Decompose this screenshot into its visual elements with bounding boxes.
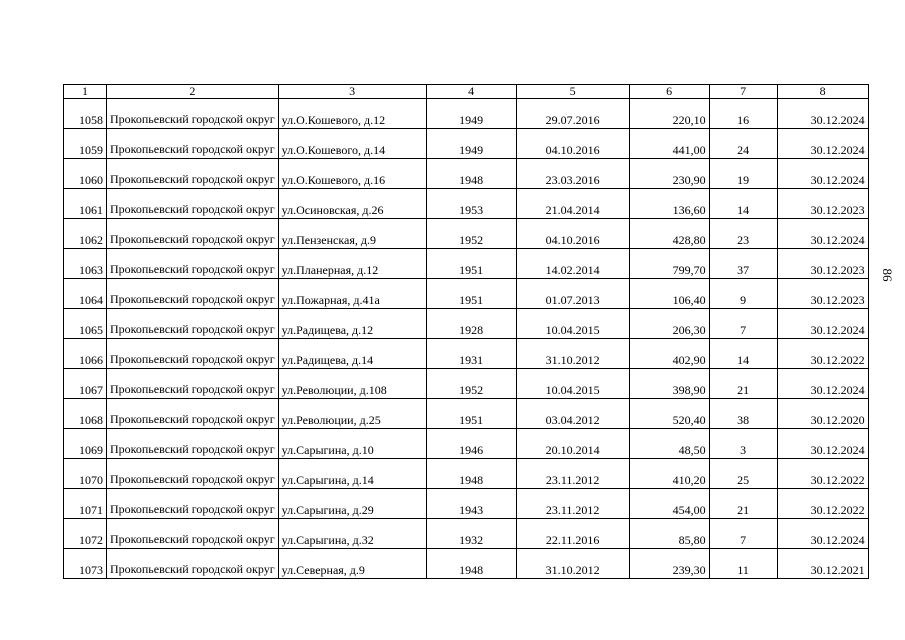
residents-count-cell: 19 — [709, 159, 777, 189]
residents-count-cell: 16 — [709, 99, 777, 129]
table-row — [64, 249, 869, 279]
municipality-cell: Прокопьевский городской округ — [107, 279, 279, 309]
address-cell: ул.Северная, д.9 — [278, 549, 426, 579]
residents-count-cell: 21 — [709, 489, 777, 519]
date-cell: 10.04.2015 — [516, 309, 629, 339]
address-cell: ул.Сарыгина, д.10 — [278, 429, 426, 459]
area-cell: 106,40 — [629, 279, 709, 309]
deadline-cell: 30.12.2024 — [777, 129, 868, 159]
row-number-cell: 1064 — [64, 279, 107, 309]
row-number-cell: 1067 — [64, 369, 107, 399]
column-header-2: 2 — [107, 85, 279, 99]
address-cell: ул.Сарыгина, д.29 — [278, 489, 426, 519]
address-cell: ул.Радищева, д.14 — [278, 339, 426, 369]
municipality-cell: Прокопьевский городской округ — [107, 519, 279, 549]
build-year-cell: 1952 — [426, 369, 516, 399]
row-number-cell: 1062 — [64, 219, 107, 249]
deadline-cell: 30.12.2024 — [777, 369, 868, 399]
table-row — [64, 309, 869, 339]
date-cell: 04.10.2016 — [516, 129, 629, 159]
deadline-cell: 30.12.2024 — [777, 99, 868, 129]
deadline-cell: 30.12.2022 — [777, 459, 868, 489]
deadline-cell: 30.12.2024 — [777, 429, 868, 459]
date-cell: 29.07.2016 — [516, 99, 629, 129]
residents-count-cell: 21 — [709, 369, 777, 399]
row-number-cell: 1068 — [64, 399, 107, 429]
deadline-cell: 30.12.2024 — [777, 159, 868, 189]
area-cell: 239,30 — [629, 549, 709, 579]
build-year-cell: 1953 — [426, 189, 516, 219]
table-row — [64, 279, 869, 309]
address-cell: ул.О.Кошевого, д.16 — [278, 159, 426, 189]
row-number-cell: 1071 — [64, 489, 107, 519]
date-cell: 31.10.2012 — [516, 339, 629, 369]
row-number-cell: 1069 — [64, 429, 107, 459]
build-year-cell: 1948 — [426, 549, 516, 579]
area-cell: 206,30 — [629, 309, 709, 339]
row-number-cell: 1072 — [64, 519, 107, 549]
row-number-cell: 1073 — [64, 549, 107, 579]
table-row — [64, 489, 869, 519]
area-cell: 410,20 — [629, 459, 709, 489]
residents-count-cell: 24 — [709, 129, 777, 159]
table-row — [64, 189, 869, 219]
address-cell: ул.Сарыгина, д.14 — [278, 459, 426, 489]
build-year-cell: 1932 — [426, 519, 516, 549]
area-cell: 220,10 — [629, 99, 709, 129]
address-cell: ул.Пожарная, д.41а — [278, 279, 426, 309]
column-header-1: 1 — [64, 85, 107, 99]
municipality-cell: Прокопьевский городской округ — [107, 159, 279, 189]
column-header-7: 7 — [709, 85, 777, 99]
table-row — [64, 549, 869, 579]
deadline-cell: 30.12.2022 — [777, 339, 868, 369]
municipality-cell: Прокопьевский городской округ — [107, 489, 279, 519]
municipality-cell: Прокопьевский городской округ — [107, 249, 279, 279]
deadline-cell: 30.12.2022 — [777, 489, 868, 519]
deadline-cell: 30.12.2024 — [777, 309, 868, 339]
date-cell: 03.04.2012 — [516, 399, 629, 429]
row-number-cell: 1061 — [64, 189, 107, 219]
table-row — [64, 459, 869, 489]
date-cell: 14.02.2014 — [516, 249, 629, 279]
deadline-cell: 30.12.2024 — [777, 519, 868, 549]
municipality-cell: Прокопьевский городской округ — [107, 399, 279, 429]
deadline-cell: 30.12.2020 — [777, 399, 868, 429]
row-number-cell: 1065 — [64, 309, 107, 339]
row-number-cell: 1066 — [64, 339, 107, 369]
build-year-cell: 1928 — [426, 309, 516, 339]
build-year-cell: 1946 — [426, 429, 516, 459]
build-year-cell: 1948 — [426, 159, 516, 189]
table-body — [64, 99, 869, 579]
page-number: 86 — [880, 268, 895, 282]
area-cell: 136,60 — [629, 189, 709, 219]
municipality-cell: Прокопьевский городской округ — [107, 549, 279, 579]
area-cell: 428,80 — [629, 219, 709, 249]
area-cell: 85,80 — [629, 519, 709, 549]
table-row — [64, 339, 869, 369]
date-cell: 10.04.2015 — [516, 369, 629, 399]
residents-count-cell: 38 — [709, 399, 777, 429]
area-cell: 230,90 — [629, 159, 709, 189]
date-cell: 20.10.2014 — [516, 429, 629, 459]
deadline-cell: 30.12.2021 — [777, 549, 868, 579]
address-cell: ул.Пензенская, д.9 — [278, 219, 426, 249]
header-row — [64, 85, 869, 99]
residents-count-cell: 3 — [709, 429, 777, 459]
residents-count-cell: 7 — [709, 309, 777, 339]
date-cell: 23.11.2012 — [516, 489, 629, 519]
row-number-cell: 1058 — [64, 99, 107, 129]
municipality-cell: Прокопьевский городской округ — [107, 369, 279, 399]
residents-count-cell: 14 — [709, 339, 777, 369]
table-row — [64, 159, 869, 189]
deadline-cell: 30.12.2023 — [777, 249, 868, 279]
table-row — [64, 99, 869, 129]
residents-count-cell: 7 — [709, 519, 777, 549]
address-cell: ул.Планерная, д.12 — [278, 249, 426, 279]
build-year-cell: 1951 — [426, 249, 516, 279]
area-cell: 398,90 — [629, 369, 709, 399]
table-row — [64, 399, 869, 429]
address-cell: ул.Сарыгина, д.32 — [278, 519, 426, 549]
date-cell: 31.10.2012 — [516, 549, 629, 579]
municipality-cell: Прокопьевский городской округ — [107, 219, 279, 249]
residents-count-cell: 25 — [709, 459, 777, 489]
area-cell: 402,90 — [629, 339, 709, 369]
address-cell: ул.Революции, д.25 — [278, 399, 426, 429]
table-row — [64, 429, 869, 459]
deadline-cell: 30.12.2023 — [777, 189, 868, 219]
build-year-cell: 1931 — [426, 339, 516, 369]
municipality-cell: Прокопьевский городской округ — [107, 99, 279, 129]
table-row — [64, 129, 869, 159]
column-header-3: 3 — [278, 85, 426, 99]
address-cell: ул.Революции, д.108 — [278, 369, 426, 399]
municipality-cell: Прокопьевский городской округ — [107, 129, 279, 159]
municipality-cell: Прокопьевский городской округ — [107, 429, 279, 459]
column-header-4: 4 — [426, 85, 516, 99]
column-header-6: 6 — [629, 85, 709, 99]
row-number-cell: 1060 — [64, 159, 107, 189]
row-number-cell: 1063 — [64, 249, 107, 279]
address-cell: ул.О.Кошевого, д.14 — [278, 129, 426, 159]
build-year-cell: 1949 — [426, 129, 516, 159]
column-header-8: 8 — [777, 85, 868, 99]
area-cell: 441,00 — [629, 129, 709, 159]
deadline-cell: 30.12.2023 — [777, 279, 868, 309]
municipality-cell: Прокопьевский городской округ — [107, 189, 279, 219]
table-row — [64, 369, 869, 399]
residents-count-cell: 37 — [709, 249, 777, 279]
build-year-cell: 1952 — [426, 219, 516, 249]
build-year-cell: 1948 — [426, 459, 516, 489]
table-header — [64, 85, 869, 99]
area-cell: 799,70 — [629, 249, 709, 279]
residents-count-cell: 11 — [709, 549, 777, 579]
municipality-cell: Прокопьевский городской округ — [107, 459, 279, 489]
housing-registry-table — [63, 84, 869, 579]
municipality-cell: Прокопьевский городской округ — [107, 339, 279, 369]
build-year-cell: 1951 — [426, 279, 516, 309]
area-cell: 48,50 — [629, 429, 709, 459]
area-cell: 454,00 — [629, 489, 709, 519]
deadline-cell: 30.12.2024 — [777, 219, 868, 249]
residents-count-cell: 14 — [709, 189, 777, 219]
address-cell: ул.Осиновская, д.26 — [278, 189, 426, 219]
row-number-cell: 1059 — [64, 129, 107, 159]
area-cell: 520,40 — [629, 399, 709, 429]
date-cell: 21.04.2014 — [516, 189, 629, 219]
column-header-5: 5 — [516, 85, 629, 99]
date-cell: 01.07.2013 — [516, 279, 629, 309]
date-cell: 04.10.2016 — [516, 219, 629, 249]
residents-count-cell: 23 — [709, 219, 777, 249]
address-cell: ул.О.Кошевого, д.12 — [278, 99, 426, 129]
date-cell: 23.11.2012 — [516, 459, 629, 489]
residents-count-cell: 9 — [709, 279, 777, 309]
municipality-cell: Прокопьевский городской округ — [107, 309, 279, 339]
build-year-cell: 1949 — [426, 99, 516, 129]
row-number-cell: 1070 — [64, 459, 107, 489]
date-cell: 22.11.2016 — [516, 519, 629, 549]
table-row — [64, 219, 869, 249]
build-year-cell: 1943 — [426, 489, 516, 519]
address-cell: ул.Радищева, д.12 — [278, 309, 426, 339]
date-cell: 23.03.2016 — [516, 159, 629, 189]
build-year-cell: 1951 — [426, 399, 516, 429]
table-row — [64, 519, 869, 549]
